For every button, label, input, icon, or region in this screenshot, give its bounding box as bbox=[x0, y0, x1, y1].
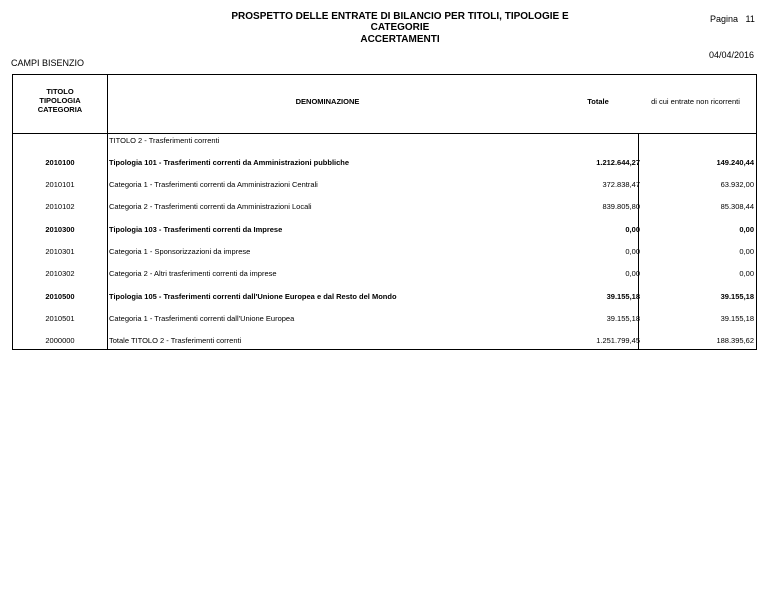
row-code: 2010300 bbox=[45, 225, 75, 234]
table-row bbox=[13, 157, 756, 169]
row-denominazione: Categoria 1 - Trasferimenti correnti dall'Unione Europea bbox=[109, 314, 295, 323]
report-title-line1: PROSPETTO DELLE ENTRATE DI BILANCIO PER TITOLI, TIPOLOGIE E bbox=[231, 11, 569, 22]
table-row bbox=[13, 313, 756, 325]
table-row bbox=[13, 268, 756, 280]
row-non-ricorrenti: 149.240,44 bbox=[716, 158, 754, 167]
row-non-ricorrenti: 188.395,62 bbox=[716, 336, 754, 345]
table-row bbox=[13, 224, 756, 236]
header-code-tipologia: TIPOLOGIA bbox=[39, 96, 81, 105]
report-table bbox=[12, 74, 757, 350]
report-date: 04/04/2016 bbox=[709, 50, 755, 60]
row-code: 2010101 bbox=[45, 180, 75, 189]
row-totale: 0,00 bbox=[625, 269, 640, 278]
row-denominazione: Tipologia 103 - Trasferimenti correnti da Imprese bbox=[109, 225, 283, 234]
row-non-ricorrenti: 63.932,00 bbox=[720, 180, 754, 189]
report-title bbox=[200, 11, 600, 33]
row-code: 2010100 bbox=[45, 158, 75, 167]
row-totale: 0,00 bbox=[625, 225, 640, 234]
header-code-categoria: CATEGORIA bbox=[37, 105, 83, 114]
report-subtitle: ACCERTAMENTI bbox=[360, 34, 440, 45]
row-totale: 39.155,18 bbox=[606, 314, 640, 323]
row-denominazione: Categoria 2 - Trasferimenti correnti da Amministrazioni Locali bbox=[109, 202, 312, 211]
row-totale: 372.838,47 bbox=[602, 180, 640, 189]
page-number: Pagina 11 bbox=[710, 14, 755, 24]
entity-name: CAMPI BISENZIO bbox=[11, 58, 85, 68]
row-code: 2010501 bbox=[45, 314, 75, 323]
row-code: 2010102 bbox=[45, 202, 75, 211]
row-non-ricorrenti: 39.155,18 bbox=[720, 292, 754, 301]
report-title-line2: CATEGORIE bbox=[370, 22, 430, 33]
row-denominazione: Categoria 1 - Sponsorizzazioni da imprese bbox=[109, 247, 251, 256]
row-totale: 1.251.799,45 bbox=[596, 336, 640, 345]
table-row bbox=[13, 179, 756, 191]
row-totale: 39.155,18 bbox=[606, 292, 640, 301]
table-row bbox=[13, 291, 756, 303]
row-code: 2010301 bbox=[45, 247, 75, 256]
row-code: 2010302 bbox=[45, 269, 75, 278]
row-totale: 0,00 bbox=[625, 247, 640, 256]
row-denominazione: TITOLO 2 - Trasferimenti correnti bbox=[109, 136, 220, 145]
header-code-titolo: TITOLO bbox=[46, 87, 74, 96]
row-non-ricorrenti: 0,00 bbox=[739, 225, 754, 234]
table-row bbox=[13, 335, 756, 347]
table-row bbox=[13, 201, 756, 213]
header-code bbox=[13, 87, 107, 114]
header-divider bbox=[13, 133, 756, 134]
row-code: 2000000 bbox=[45, 336, 75, 345]
row-denominazione: Categoria 1 - Trasferimenti correnti da Amministrazioni Centrali bbox=[109, 180, 318, 189]
row-non-ricorrenti: 85.308,44 bbox=[720, 202, 754, 211]
row-non-ricorrenti: 0,00 bbox=[739, 247, 754, 256]
table-row bbox=[13, 246, 756, 258]
header-non-ricorrenti: di cui entrate non ricorrenti bbox=[651, 97, 740, 106]
row-denominazione: Totale TITOLO 2 - Trasferimenti correnti bbox=[109, 336, 242, 345]
row-non-ricorrenti: 0,00 bbox=[739, 269, 754, 278]
table-row bbox=[13, 135, 756, 147]
header-totale: Totale bbox=[587, 97, 609, 106]
row-non-ricorrenti: 39.155,18 bbox=[720, 314, 754, 323]
row-denominazione: Tipologia 101 - Trasferimenti correnti da Amministrazioni pubbliche bbox=[109, 158, 350, 167]
header-denominazione: DENOMINAZIONE bbox=[295, 97, 360, 106]
row-denominazione: Tipologia 105 - Trasferimenti correnti dall'Unione Europea e dal Resto del Mondo bbox=[109, 292, 397, 301]
row-totale: 839.805,80 bbox=[602, 202, 640, 211]
row-code: 2010500 bbox=[45, 292, 75, 301]
row-totale: 1.212.644,27 bbox=[596, 158, 640, 167]
row-denominazione: Categoria 2 - Altri trasferimenti correnti da imprese bbox=[109, 269, 277, 278]
